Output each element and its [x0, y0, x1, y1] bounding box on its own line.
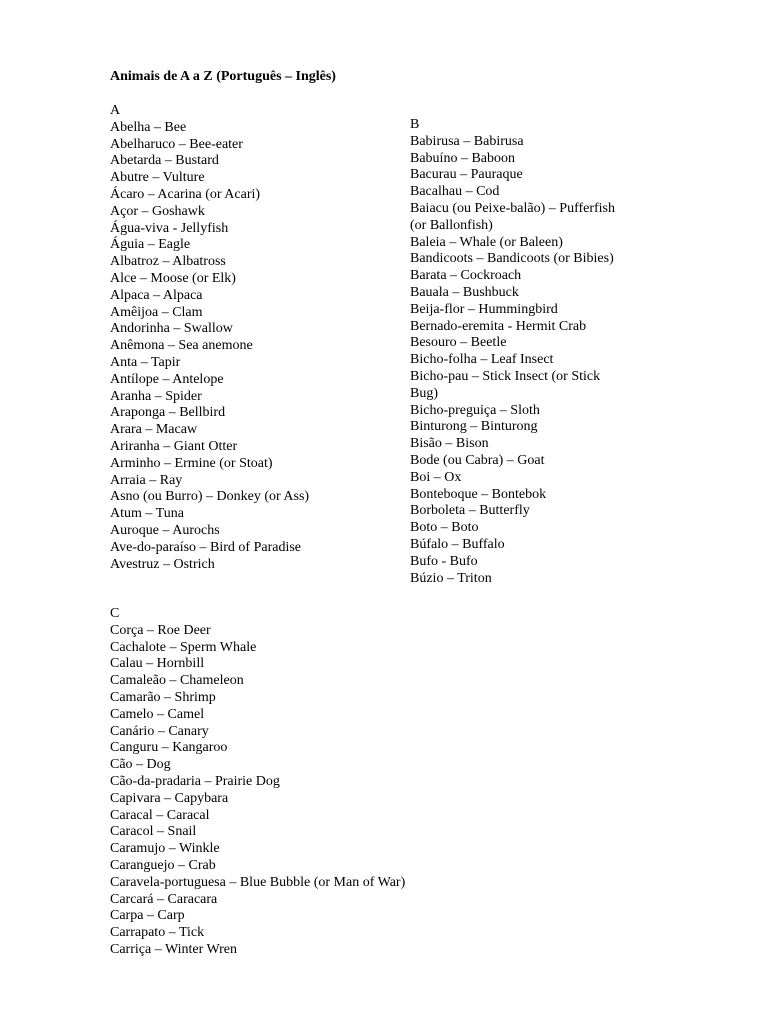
- list-item: Bauala – Bushbuck: [410, 284, 519, 300]
- list-item: Caravela-portuguesa – Blue Bubble (or Man of War): [110, 874, 406, 890]
- list-item: Bicho-folha – Leaf Insect: [410, 352, 554, 368]
- list-item: Andorinha – Swallow: [110, 321, 233, 337]
- list-item: Canário – Canary: [110, 723, 209, 739]
- list-item: Abetarda – Bustard: [110, 153, 219, 169]
- list-item: Carpa – Carp: [110, 908, 185, 924]
- section-a: [110, 103, 309, 573]
- list-item: Caracol – Snail: [110, 824, 197, 840]
- list-item: Açor – Goshawk: [110, 203, 205, 219]
- list-item: Aranha – Spider: [110, 388, 202, 404]
- list-item: Binturong – Binturong: [410, 419, 538, 435]
- list-item: Camelo – Camel: [110, 706, 205, 722]
- list-item: Cachalote – Sperm Whale: [110, 639, 257, 655]
- list-item: Bicho-preguiça – Sloth: [410, 402, 540, 418]
- section-letter: A: [110, 103, 121, 118]
- list-item: Calau – Hornbill: [110, 656, 205, 672]
- list-item: Alce – Moose (or Elk): [110, 270, 236, 286]
- section-c: [110, 606, 405, 959]
- list-item: Boi – Ox: [410, 469, 462, 485]
- list-item: Auroque – Aurochs: [110, 522, 220, 538]
- list-item: Ácaro – Acarina (or Acari): [110, 186, 261, 202]
- list-item: Arraia – Ray: [110, 472, 183, 488]
- section-letter: B: [410, 117, 420, 132]
- list-item: Anta – Tapir: [110, 354, 181, 370]
- list-item: Carcará – Caracara: [110, 891, 218, 907]
- list-item: Capivara – Capybara: [110, 790, 229, 806]
- list-item: Arara – Macaw: [110, 422, 198, 438]
- list-item: Bacalhau – Cod: [410, 184, 500, 200]
- list-item: Baiacu (ou Peixe-balão) – Pufferfish (or Ballonfish): [410, 200, 616, 233]
- list-item: Bandicoots – Bandicoots (or Bibies): [410, 251, 614, 267]
- list-item: Besouro – Beetle: [410, 335, 507, 351]
- list-item: Ariranha – Giant Otter: [110, 438, 238, 454]
- section-letter: C: [110, 606, 120, 621]
- list-item: Bisão – Bison: [410, 436, 489, 452]
- list-item: Abutre – Vulture: [110, 170, 205, 186]
- list-item: Águia – Eagle: [110, 237, 191, 253]
- list-item: Borboleta – Butterfly: [410, 503, 530, 519]
- section-b: [410, 117, 630, 587]
- list-item: Baleia – Whale (or Baleen): [410, 234, 563, 250]
- list-item: Abelharuco – Bee-eater: [110, 136, 243, 152]
- list-item: Barata – Cockroach: [410, 268, 522, 284]
- list-item: Caranguejo – Crab: [110, 857, 216, 873]
- list-item: Abelha – Bee: [110, 119, 187, 135]
- list-item: Albatroz – Albatross: [110, 254, 226, 270]
- list-item: Ave-do-paraíso – Bird of Paradise: [110, 539, 302, 555]
- list-item: Bufo - Bufo: [410, 553, 478, 569]
- list-item: Amêijoa – Clam: [110, 304, 203, 320]
- list-item: Atum – Tuna: [110, 506, 184, 522]
- list-item: Beija-flor – Hummingbird: [410, 301, 558, 317]
- list-item: Antílope – Antelope: [110, 371, 224, 387]
- list-item: Araponga – Bellbird: [110, 405, 226, 421]
- document-title: Animais de A a Z (Português – Inglês): [110, 69, 336, 84]
- list-item: Canguru – Kangaroo: [110, 740, 228, 756]
- list-item: Búfalo – Buffalo: [410, 536, 505, 552]
- list-item: Bacurau – Pauraque: [410, 167, 523, 183]
- list-item: Caramujo – Winkle: [110, 841, 220, 857]
- list-item: Alpaca – Alpaca: [110, 287, 203, 303]
- list-item: Cão-da-pradaria – Prairie Dog: [110, 773, 280, 789]
- list-item: Bonteboque – Bontebok: [410, 486, 547, 502]
- list-item: Babirusa – Babirusa: [410, 133, 524, 149]
- list-item: Babuíno – Baboon: [410, 150, 515, 166]
- list-item: Arminho – Ermine (or Stoat): [110, 455, 273, 471]
- list-item: Bernado-eremita - Hermit Crab: [410, 318, 587, 334]
- list-item: Caracal – Caracal: [110, 807, 210, 823]
- list-item: Carriça – Winter Wren: [110, 941, 238, 957]
- list-item: Anêmona – Sea anemone: [110, 338, 253, 354]
- list-item: Boto – Boto: [410, 520, 479, 536]
- list-item: Corça – Roe Deer: [110, 622, 211, 638]
- list-item: Bicho-pau – Stick Insect (or Stick Bug): [410, 368, 601, 401]
- list-item: Avestruz – Ostrich: [110, 556, 215, 572]
- list-item: Búzio – Triton: [410, 570, 492, 586]
- list-item: Camarão – Shrimp: [110, 689, 216, 705]
- list-item: Água-viva - Jellyfish: [110, 220, 229, 236]
- list-item: Bode (ou Cabra) – Goat: [410, 452, 545, 468]
- list-item: Cão – Dog: [110, 757, 171, 773]
- list-item: Carrapato – Tick: [110, 925, 205, 941]
- list-item: Asno (ou Burro) – Donkey (or Ass): [110, 489, 310, 505]
- list-item: Camaleão – Chameleon: [110, 673, 244, 689]
